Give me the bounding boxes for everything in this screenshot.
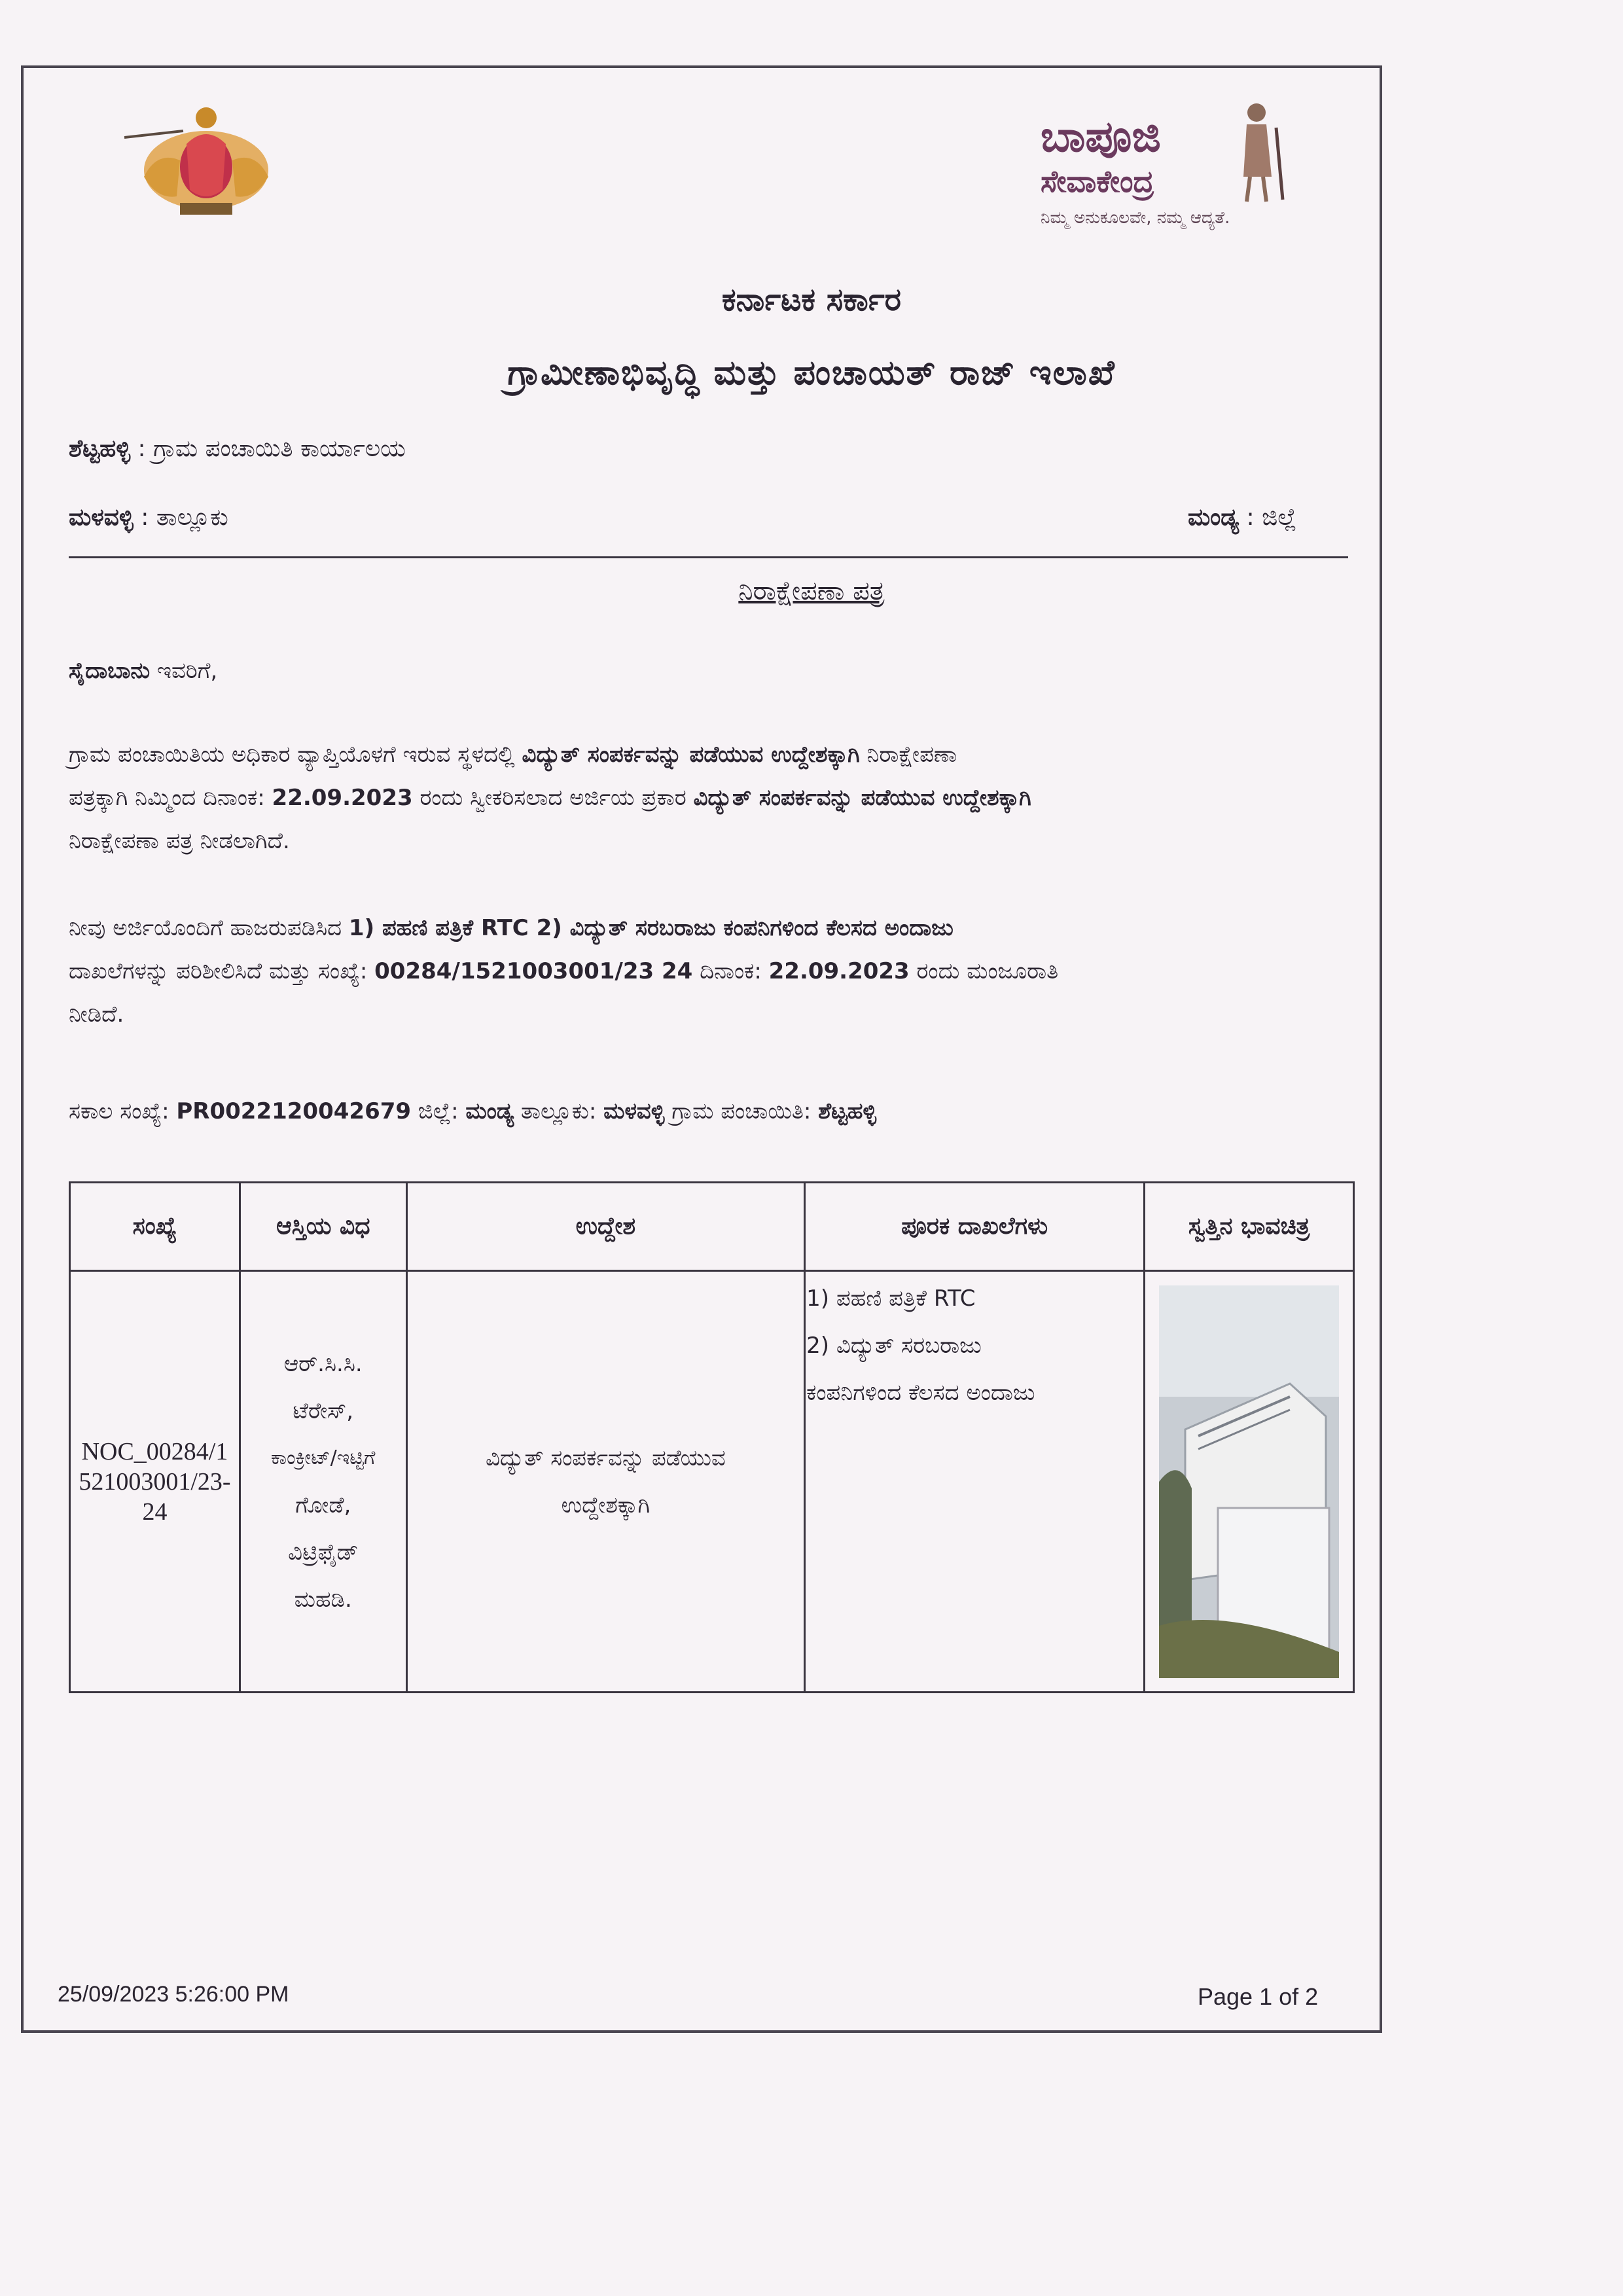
para2-text-d: ರಂದು ಮಂಜೂರಾತಿ (909, 958, 1059, 984)
logo-subtitle: ಸೇವಾಕೇಂದ್ರ (1041, 164, 1154, 199)
district-label: : ಜಿಲ್ಲೆ (1239, 504, 1297, 531)
col-header-property-type: ಆಸ್ತಿಯ ವಿಧ (240, 1183, 406, 1271)
bapuji-sevakendra-logo (1041, 98, 1302, 236)
document-subject: ನಿರಾಕ್ಷೇಪಣಾ ಪತ್ರ (738, 576, 885, 606)
sakala-gp-label: ಗ್ರಾಮ ಪಂಚಾಯಿತಿ: (664, 1098, 819, 1124)
office-name: ಶೆಟ್ಟಹಳ್ಳಿ (69, 435, 131, 462)
paragraph-2 (69, 906, 1351, 1036)
document-line-2: 2) ವಿದ್ಯುತ್ ಸರಬರಾಜು (806, 1333, 982, 1359)
cell-photo (1145, 1271, 1354, 1693)
para1-purpose: ವಿದ್ಯುತ್ ಸಂಪರ್ಕವನ್ನು ಪಡೆಯುವ ಉದ್ದೇಶಕ್ಕಾಗಿ (522, 742, 860, 768)
para1-text-c: ನಿರಾಕ್ಷೇಪಣಾ (859, 742, 957, 768)
type-line-2: ಟೆರೇಸ್, (293, 1397, 354, 1424)
gandhi-figure-icon (1221, 98, 1299, 203)
sakala-gp: ಶೆಟ್ಟಹಳ್ಳಿ (818, 1098, 877, 1124)
table-header-row (70, 1183, 1354, 1271)
footer-page-number: Page 1 of 2 (1198, 1983, 1319, 2010)
para2-text-c: ದಿನಾಂಕ: (692, 958, 769, 984)
cell-property-type (240, 1271, 406, 1693)
sakala-district-label: ಜಿಲ್ಲೆ: (411, 1098, 466, 1124)
karnataka-emblem-icon (124, 98, 288, 229)
table-row (70, 1271, 1354, 1693)
cell-purpose (406, 1271, 805, 1693)
sakala-district: ಮಂಡ್ಯ (465, 1098, 514, 1124)
property-photo (1159, 1285, 1339, 1678)
district-line (1188, 504, 1296, 531)
noc-table (69, 1181, 1355, 1693)
sakala-line (69, 1090, 1351, 1133)
taluk-name: ಮಳವಳ್ಳಿ (69, 504, 134, 531)
office-line (69, 435, 406, 463)
cell-documents (805, 1271, 1145, 1693)
para1-text-e: ರಂದು ಸ್ವೀಕರಿಸಲಾದ ಅರ್ಜಿಯ ಪ್ರಕಾರ (412, 785, 694, 811)
type-line-3: ಕಾಂಕ್ರೀಟ್/ಇಟ್ಟಿಗೆ (270, 1446, 376, 1469)
taluk-label: : ತಾಲ್ಲೂಕು (133, 504, 228, 531)
para2-documents: 1) ಪಹಣಿ ಪತ್ರಿಕೆ RTC 2) ವಿದ್ಯುತ್ ಸರಬರಾಜು ಕಂಪನಿಗಳಿಂದ ಕೆಲಸದ ಅಂದಾಜು (348, 915, 954, 941)
paragraph-1 (69, 733, 1351, 863)
para2-date: 22.09.2023 (768, 958, 910, 984)
taluk-line (69, 504, 228, 531)
noc-number-line-3: 24 (142, 1498, 168, 1526)
col-header-photo: ಸ್ವತ್ತಿನ ಭಾವಚಿತ್ರ (1145, 1183, 1354, 1271)
header-divider (69, 556, 1348, 558)
purpose-line-2: ಉದ್ದೇಶಕ್ಕಾಗಿ (561, 1492, 651, 1518)
document-line-1: 1) ಪಹಣಿ ಪತ್ರಿಕೆ RTC (806, 1285, 976, 1312)
para1-text-d: ಪತ್ರಕ್ಕಾಗಿ ನಿಮ್ಮಿಂದ ದಿನಾಂಕ: (69, 785, 272, 811)
type-line-1: ಆರ್.ಸಿ.ಸಿ. (283, 1350, 363, 1377)
sakala-taluk: ಮಳವಳ್ಳಿ (603, 1098, 665, 1124)
para1-date: 22.09.2023 (272, 785, 413, 811)
noc-number-line-2: 521003001/23- (79, 1467, 231, 1496)
para1-text-a: ಗ್ರಾಮ ಪಂಚಾಯಿತಿಯ ಅಧಿಕಾರ ವ್ಯಾಪ್ತಿಯೊಳಗೆ ಇರುವ ಸ್ಥಳದಲ್ಲಿ (69, 742, 522, 768)
col-header-documents: ಪೂರಕ ದಾಖಲೆಗಳು (805, 1183, 1145, 1271)
sakala-number: PR0022120042679 (176, 1098, 412, 1124)
sakala-label: ಸಕಾಲ ಸಂಖ್ಯೆ: (69, 1098, 177, 1124)
type-line-6: ಮಹಡಿ. (294, 1586, 352, 1613)
addressee-name: ಸೈದಾಬಾನು (69, 658, 151, 684)
department-title: ಗ್ರಾಮೀಣಾಭಿವೃದ್ಧಿ ಮತ್ತು ಪಂಚಾಯತ್ ರಾಜ್ ಇಲಾಖೆ (507, 353, 1116, 393)
salutation-text: ಇವರಿಗೆ, (150, 658, 218, 684)
col-header-number: ಸಂಖ್ಯೆ (70, 1183, 240, 1271)
col-header-purpose: ಉದ್ದೇಶ (406, 1183, 805, 1271)
para2-text-a: ನೀವು ಅರ್ಜಿಯೊಂದಿಗೆ ಹಾಜರುಪಡಿಸಿದ (69, 915, 349, 941)
para2-text-b: ದಾಖಲೆಗಳನ್ನು ಪರಿಶೀಲಿಸಿದೆ ಮತ್ತು ಸಂಖ್ಯೆ: (69, 958, 375, 984)
salutation (69, 658, 217, 684)
para1-purpose-2: ವಿದ್ಯುತ್ ಸಂಪರ್ಕವನ್ನು ಪಡೆಯುವ ಉದ್ದೇಶಕ್ಕಾಗಿ (693, 785, 1031, 811)
type-line-5: ವಿಟ್ರಿಫೈಡ್ (288, 1539, 359, 1566)
office-label: : ಗ್ರಾಮ ಪಂಚಾಯಿತಿ ಕಾರ್ಯಾಲಯ (130, 435, 406, 462)
cell-number (70, 1271, 240, 1693)
para2-text-e: ನೀಡಿದೆ. (69, 1001, 124, 1028)
sakala-taluk-label: ತಾಲ್ಲೂಕು: (514, 1098, 604, 1124)
logo-tagline: ನಿಮ್ಮ ಅನುಕೂಲವೇ, ನಮ್ಮ ಆದ್ಯತೆ. (1041, 208, 1230, 228)
document-line-3: ಕಂಪನಿಗಳಿಂದ ಕೆಲಸದ ಅಂದಾಜು (806, 1380, 1035, 1406)
para1-text-f: ನಿರಾಕ್ಷೇಪಣಾ ಪತ್ರ ನೀಡಲಾಗಿದೆ. (69, 828, 290, 854)
para2-number: 00284/1521003001/23 24 (374, 958, 693, 984)
government-title: ಕರ್ನಾಟಕ ಸರ್ಕಾರ (721, 281, 902, 318)
type-line-4: ಗೋಡೆ, (295, 1492, 351, 1518)
noc-number-line-1: NOC_00284/1 (81, 1437, 228, 1465)
district-name: ಮಂಡ್ಯ (1188, 504, 1240, 531)
footer-timestamp: 25/09/2023 5:26:00 PM (58, 1982, 289, 2007)
logo-title: ಬಾಪೂಜಿ (1041, 111, 1161, 162)
purpose-line-1: ವಿದ್ಯುತ್ ಸಂಪರ್ಕವನ್ನು ಪಡೆಯುವ (485, 1444, 726, 1471)
